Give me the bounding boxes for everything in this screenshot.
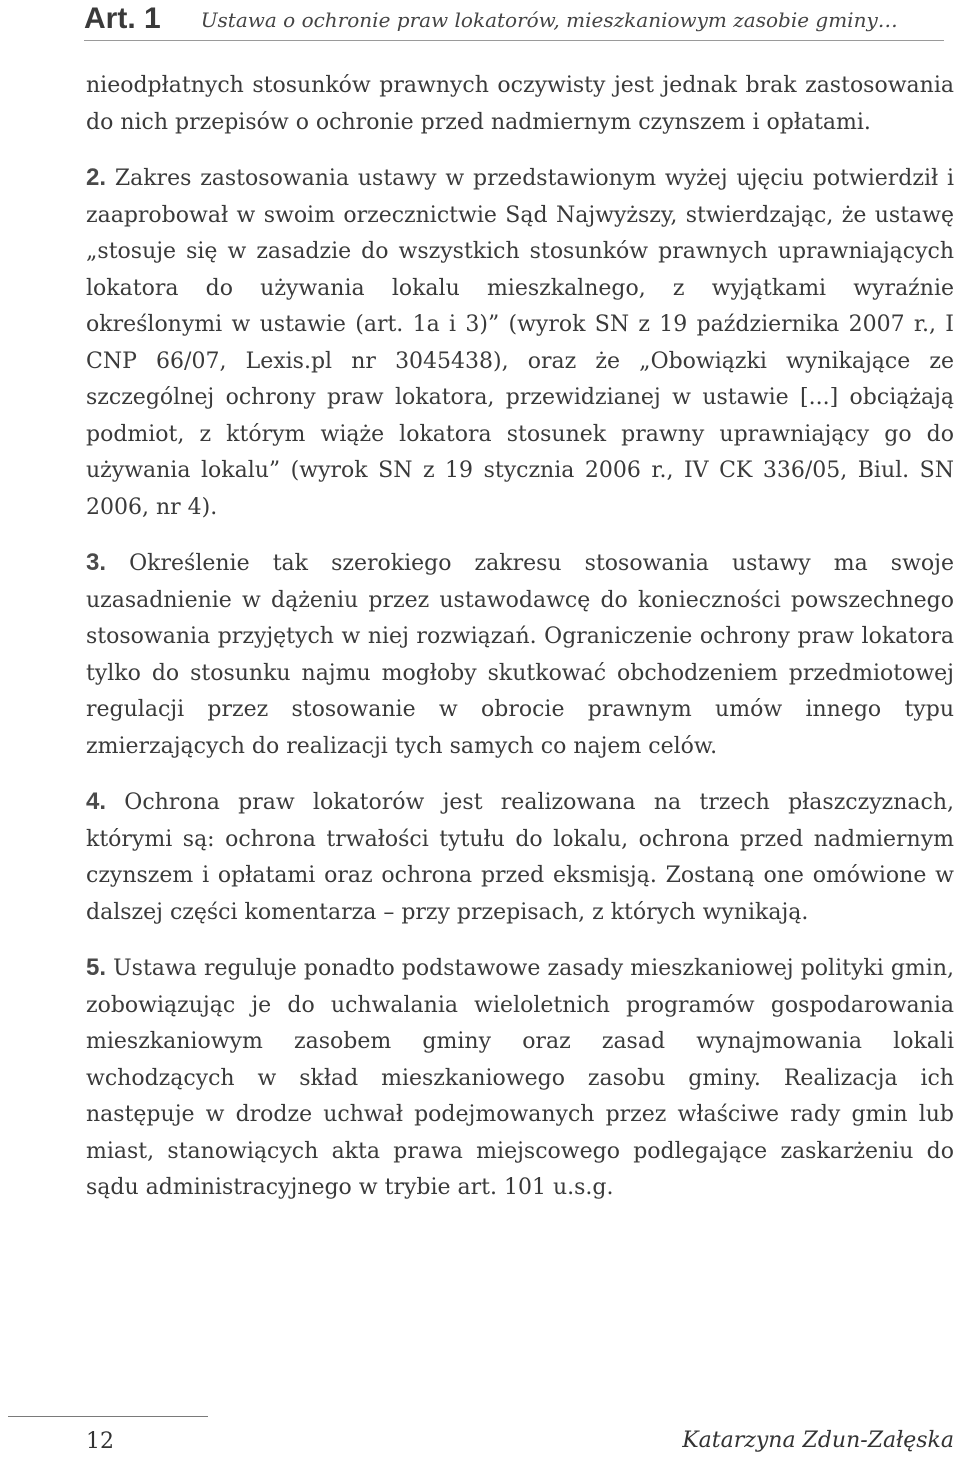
paragraph-text: Ochrona praw lokatorów jest realizowana na trzech płaszczyznach, którymi są: ochrona trwałości tytułu do lokalu, ochrona przed nadmiernym czynszem i opłatami oraz ochrona przed eksmisją. Zostaną one omówione w dalszej części komentarza – przy przepisach, z których wynikają. [86, 790, 954, 925]
paragraph-number: 5. [86, 954, 107, 981]
main-text [86, 68, 954, 1226]
page-number: 12 [86, 1429, 114, 1454]
intro-paragraph: nieodpłatnych stosunków prawnych oczywisty jest jednak brak zastosowania do nich przepisów o ochronie przed nadmiernym czynszem i opłatami. [86, 73, 954, 135]
paragraph-3 [86, 545, 954, 765]
article-label: Art. 1 [84, 2, 161, 35]
paragraph-text: Ustawa reguluje ponadto podstawowe zasady mieszkaniowej polityki gmin, zobowiązując je do uchwalania wieloletnich programów gospodarowania mieszkaniowym zasobem gminy oraz zasad wynajmowania lokali wchodzących w skład mieszkaniowego zasobu gminy. Realizacja ich następuje w drodze uchwał podejmowanych przez właściwe rady gmin lub miast, stanowiących akta prawa miejscowego podlegające zaskarżeniu do sądu administracyjnego w trybie art. 101 u.s.g. [86, 956, 954, 1200]
paragraph-text: Zakres zastosowania ustawy w przedstawionym wyżej ujęciu potwierdził i zaaprobował w swoim orzecznictwie Sąd Najwyższy, stwierdzając, że ustawę „stosuje się w zasadzie do wszystkich stosunków prawnych uprawniających lokatora do używania lokalu mieszkalnego, z wyjątkami wyraźnie określonymi w ustawie (art. 1a i 3)” (wyrok SN z 19 października 2007 r., I CNP 66/07, Lexis.pl nr 3045438), oraz że „Obowiązki wynikające ze szczególnej ochrony praw lokatora, przewidzianej w ustawie [...] obciążają podmiot, z którym wiąże lokatora stosunek prawny uprawniający go do używania lokalu” (wyrok SN z 19 stycznia 2006 r., IV CK 336/05, Biul. SN 2006, nr 4). [86, 166, 954, 520]
paragraph-number: 2. [86, 164, 107, 191]
paragraph-number: 3. [86, 549, 107, 576]
paragraph-5 [86, 950, 954, 1207]
paragraph-4 [86, 784, 954, 931]
footer-divider [8, 1416, 208, 1417]
running-header [84, 0, 944, 41]
paragraph-2 [86, 160, 954, 526]
author-name: Katarzyna Zdun-Załęska [682, 1428, 954, 1453]
paragraph-text: Określenie tak szerokiego zakresu stosowania ustawy ma swoje uzasadnienie w dążeniu przez ustawodawcę do konieczności powszechnego stosowania przyjętych w niej rozwiązań. Ograniczenie ochrony praw lokatora tylko do stosunku najmu mogłoby skutkować obchodzeniem przedmiotowej regulacji przez stosowanie w obrocie prawnym umów innego typu zmierzających do realizacji tych samych co najem celów. [86, 551, 954, 759]
paragraph-number: 4. [86, 788, 107, 815]
running-title: Ustawa o ochronie praw lokatorów, mieszkaniowym zasobie gminy… [200, 8, 898, 32]
